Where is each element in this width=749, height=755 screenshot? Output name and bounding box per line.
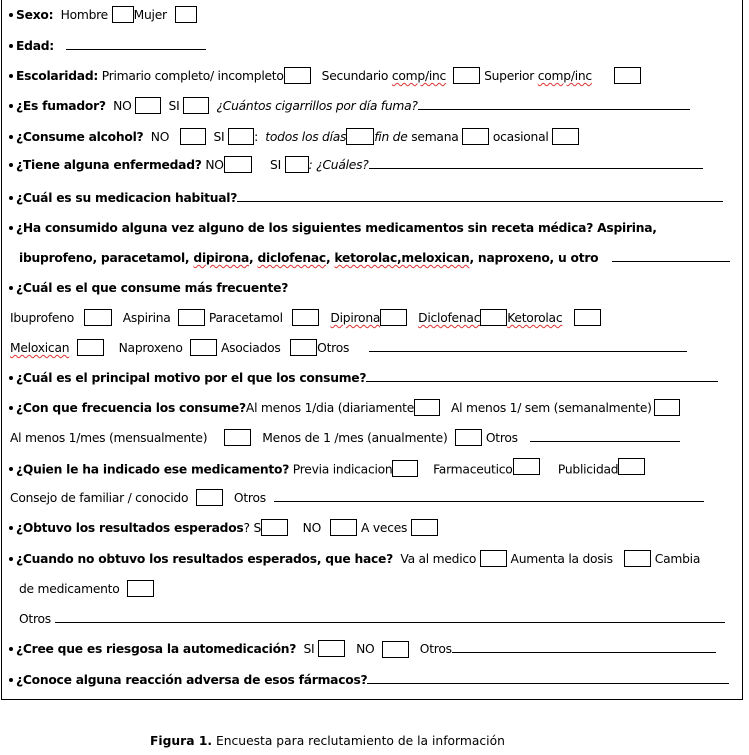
checkbox-ketorolac[interactable] <box>574 309 601 326</box>
riesgosa-otros-input-line[interactable] <box>452 640 716 653</box>
option-cambia-label: Cambia <box>654 552 701 566</box>
checkbox-va-al-medico[interactable] <box>480 550 507 567</box>
row-frecuencia <box>2 398 680 418</box>
question-mark: ? <box>243 521 250 535</box>
frecuente-otros-input-line[interactable] <box>369 339 687 352</box>
checkbox-ibuprofeno[interactable] <box>84 309 112 326</box>
no-resultados-otros-input-line[interactable] <box>55 610 725 623</box>
medicacion-input-line[interactable] <box>237 189 723 202</box>
checkbox-superior[interactable] <box>614 67 641 84</box>
checkbox-previa-indicacion[interactable] <box>392 460 418 477</box>
option-paracetamol-label: Paracetamol <box>208 311 283 325</box>
option-meloxican-label: Meloxican <box>10 341 70 355</box>
caption-label: Figura 1. <box>150 734 213 748</box>
bullet-icon <box>9 647 13 651</box>
bullet-icon <box>9 104 13 108</box>
option-diariamente-label: Al menos 1/dia (diariamente <box>245 401 415 415</box>
cuales-input-line[interactable] <box>369 156 703 169</box>
row-motivo <box>2 368 718 388</box>
option-anualmente-label: Menos de 1 /mes (anualmente) <box>262 431 448 445</box>
option-aspirina-label: Aspirina <box>122 311 171 325</box>
option-a-veces-label: A veces <box>361 521 408 535</box>
option-ibuprofeno-label: Ibuprofeno <box>10 311 75 325</box>
checkbox-mensualmente[interactable] <box>224 429 251 446</box>
row-alcohol <box>2 127 579 147</box>
label-sexo: Sexo: <box>16 8 54 22</box>
option-va-al-medico-label: Va al medico <box>400 552 477 566</box>
row-reaccion <box>2 670 729 690</box>
colon: : <box>254 130 258 144</box>
checkbox-enfermedad-no[interactable] <box>224 156 252 173</box>
separator: , <box>249 251 258 265</box>
checkbox-secundario[interactable] <box>453 67 480 84</box>
option-no-label: NO <box>356 642 375 656</box>
option-no-label: NO <box>205 158 224 172</box>
label-escolaridad: Escolaridad: <box>16 69 99 83</box>
motivo-input-line[interactable] <box>366 369 718 382</box>
label-edad: Edad: <box>16 39 54 53</box>
consumido-list-part2: , naproxeno, u otro <box>469 251 599 265</box>
bullet-icon <box>9 557 13 561</box>
checkbox-ocasional[interactable] <box>552 128 579 145</box>
option-hombre-label: Hombre <box>60 8 108 22</box>
caption-text: Encuesta para reclutamiento de la información <box>212 734 505 748</box>
label-resultados: ¿Obtuvo los resultados esperados <box>16 521 244 535</box>
row-no-resultados-2 <box>19 579 154 599</box>
reaccion-input-line[interactable] <box>367 671 729 684</box>
checkbox-mujer[interactable] <box>175 6 197 23</box>
row-indicado <box>2 458 645 478</box>
label-frecuencia: ¿Con que frecuencia los consume? <box>16 401 246 415</box>
option-fin-de-label: fin de <box>374 130 408 144</box>
checkbox-todos-dias[interactable] <box>346 128 374 145</box>
cigarrillos-input-line[interactable] <box>418 97 690 110</box>
checkbox-farmaceutico[interactable] <box>513 458 540 475</box>
row-no-resultados-3 <box>19 609 725 629</box>
option-si-label: SI <box>270 158 281 172</box>
checkbox-naproxeno[interactable] <box>190 339 217 356</box>
bullet-icon <box>9 196 13 200</box>
option-todos-dias-label: todos los días <box>265 130 347 144</box>
checkbox-resultados-si[interactable] <box>261 519 288 536</box>
row-escolaridad <box>2 66 641 86</box>
row-frecuente-opts-2 <box>10 338 687 358</box>
checkbox-cambia-medicamento[interactable] <box>127 580 154 597</box>
option-otros-label: Otros <box>19 612 51 626</box>
indicado-otros-input-line[interactable] <box>274 489 704 502</box>
checkbox-primario[interactable] <box>284 67 311 84</box>
option-si-label: S <box>253 521 261 535</box>
option-mensualmente-label: Al menos 1/mes (mensualmente) <box>10 431 208 445</box>
checkbox-riesgosa-si[interactable] <box>318 640 345 657</box>
bullet-icon <box>9 678 13 682</box>
checkbox-fin-semana[interactable] <box>462 128 489 145</box>
checkbox-alcohol-no[interactable] <box>180 128 206 145</box>
row-frecuencia-2 <box>10 428 680 448</box>
checkbox-diariamente[interactable] <box>414 399 440 416</box>
bullet-icon <box>9 406 13 410</box>
option-dipirona-label: Dipirona <box>330 311 381 325</box>
checkbox-alcohol-si[interactable] <box>228 128 254 145</box>
label-riesgosa: ¿Cree que es riesgosa la automedicación? <box>16 642 297 656</box>
label-reaccion: ¿Conoce alguna reacción adversa de esos fármacos? <box>16 673 368 687</box>
checkbox-anualmente[interactable] <box>455 429 482 446</box>
figure-caption <box>150 734 505 748</box>
option-si-label: SI <box>303 642 315 656</box>
option-mujer-label: Mujer <box>133 8 167 22</box>
option-consejo-label: Consejo de familiar / conocido <box>10 491 189 505</box>
label-alcohol: ¿Consume alcohol? <box>16 130 144 144</box>
option-naproxeno-label: Naproxeno <box>118 341 183 355</box>
option-superior-label: Superior <box>484 69 535 83</box>
row-consumido-2 <box>19 248 730 268</box>
cuales-question: : ¿Cuáles? <box>308 158 369 172</box>
option-semana-label: semana <box>411 130 459 144</box>
bullet-icon <box>9 44 13 48</box>
row-frecuente <box>2 278 288 298</box>
option-ocasional-label: ocasional <box>492 130 549 144</box>
checkbox-fumador-si[interactable] <box>183 97 209 114</box>
checkbox-meloxican[interactable] <box>77 339 104 356</box>
row-riesgosa <box>2 639 716 659</box>
checkbox-hombre[interactable] <box>112 6 134 23</box>
checkbox-resultados-no[interactable] <box>330 519 357 536</box>
checkbox-enfermedad-si[interactable] <box>285 156 309 173</box>
option-si-label: SI <box>168 99 180 113</box>
bullet-icon <box>9 163 13 167</box>
option-secundario-label: Secundario <box>321 69 389 83</box>
label-indicado: ¿Quien le ha indicado ese medicamento? <box>16 462 290 477</box>
label-medicacion: ¿Cuál es su medicacion habitual? <box>16 191 238 205</box>
row-medicacion <box>2 188 723 208</box>
row-sexo <box>2 5 197 25</box>
consumido-diclofenac: diclofenac <box>257 251 326 265</box>
option-ketorolac-label: Ketorolac <box>507 311 563 325</box>
option-semanalmente-label: Al menos 1/ sem (semanalmente) <box>451 401 652 415</box>
label-consumido: ¿Ha consumido alguna vez alguno de los siguientes medicamentos sin receta médica? Aspirina, <box>16 221 657 235</box>
option-farmaceutico-label: Farmaceutico <box>433 462 513 477</box>
option-otros-label: Otros <box>317 341 350 355</box>
row-enfermedad <box>2 155 703 175</box>
consumido-list-part1: ibuprofeno, paracetamol, <box>19 251 194 265</box>
separator: , <box>325 251 335 265</box>
option-de-medicamento-label: de medicamento <box>19 582 120 596</box>
option-superior-suffix: comp/inc <box>537 69 592 83</box>
label-motivo: ¿Cuál es el principal motivo por el que los consume? <box>16 371 367 385</box>
bullet-icon <box>9 13 13 17</box>
option-no-label: NO <box>113 99 132 113</box>
row-fumador <box>2 96 690 116</box>
checkbox-publicidad[interactable] <box>618 458 645 475</box>
option-no-label: NO <box>150 130 170 144</box>
option-si-label: SI <box>213 130 225 144</box>
option-asociados-label: Asociados <box>220 341 281 355</box>
bullet-icon <box>9 526 13 530</box>
row-resultados <box>2 518 438 538</box>
option-secundario-suffix: comp/inc <box>391 69 447 83</box>
checkbox-paracetamol[interactable] <box>292 309 319 326</box>
consumido-otro-input-line[interactable] <box>612 249 730 262</box>
checkbox-consejo[interactable] <box>196 489 223 506</box>
checkbox-aspirina[interactable] <box>178 309 205 326</box>
option-otros-label: Otros <box>485 431 518 445</box>
edad-input-line[interactable] <box>66 37 206 50</box>
bullet-icon <box>9 286 13 290</box>
label-frecuente: ¿Cuál es el que consume más frecuente? <box>16 281 289 295</box>
consumido-dipirona: dipirona <box>193 251 249 265</box>
bullet-icon <box>9 226 13 230</box>
checkbox-diclofenac[interactable] <box>480 309 507 326</box>
option-publicidad-label: Publicidad <box>557 462 619 477</box>
bullet-icon <box>9 467 13 471</box>
option-aumenta-dosis-label: Aumenta la dosis <box>510 552 613 566</box>
checkbox-a-veces[interactable] <box>411 519 438 536</box>
row-indicado-2 <box>10 488 704 508</box>
option-otros-label: Otros <box>233 491 266 505</box>
frecuencia-otros-input-line[interactable] <box>530 429 680 442</box>
option-previa-indicacion-label: Previa indicacion <box>292 462 393 477</box>
option-no-label: NO <box>302 521 322 535</box>
checkbox-semanalmente[interactable] <box>654 399 680 416</box>
label-no-resultados: ¿Cuando no obtuvo los resultados esperados, que hace? <box>16 552 394 566</box>
checkbox-fumador-no[interactable] <box>135 97 161 114</box>
checkbox-asociados[interactable] <box>290 339 317 356</box>
row-edad <box>2 36 206 56</box>
label-fumador: ¿Es fumador? <box>16 99 106 113</box>
row-frecuente-opts-1 <box>10 308 601 328</box>
checkbox-dipirona[interactable] <box>380 309 407 326</box>
option-diclofenac-label: Diclofenac <box>418 311 481 325</box>
bullet-icon <box>9 135 13 139</box>
cigarrillos-question: ¿Cuántos cigarrillos por día fuma? <box>216 99 418 113</box>
option-primario-label: Primario completo/ incompleto <box>101 69 284 83</box>
survey-form <box>1 0 743 700</box>
label-enfermedad: ¿Tiene alguna enfermedad? <box>16 158 202 172</box>
bullet-icon <box>9 74 13 78</box>
row-consumido-1 <box>2 218 657 238</box>
checkbox-riesgosa-no[interactable] <box>382 641 409 658</box>
checkbox-aumenta-dosis[interactable] <box>624 550 651 567</box>
row-no-resultados <box>2 549 700 569</box>
consumido-ketorolac-meloxican: ketorolac,meloxican <box>334 251 470 265</box>
option-otros-label: Otros <box>419 642 452 656</box>
bullet-icon <box>9 376 13 380</box>
